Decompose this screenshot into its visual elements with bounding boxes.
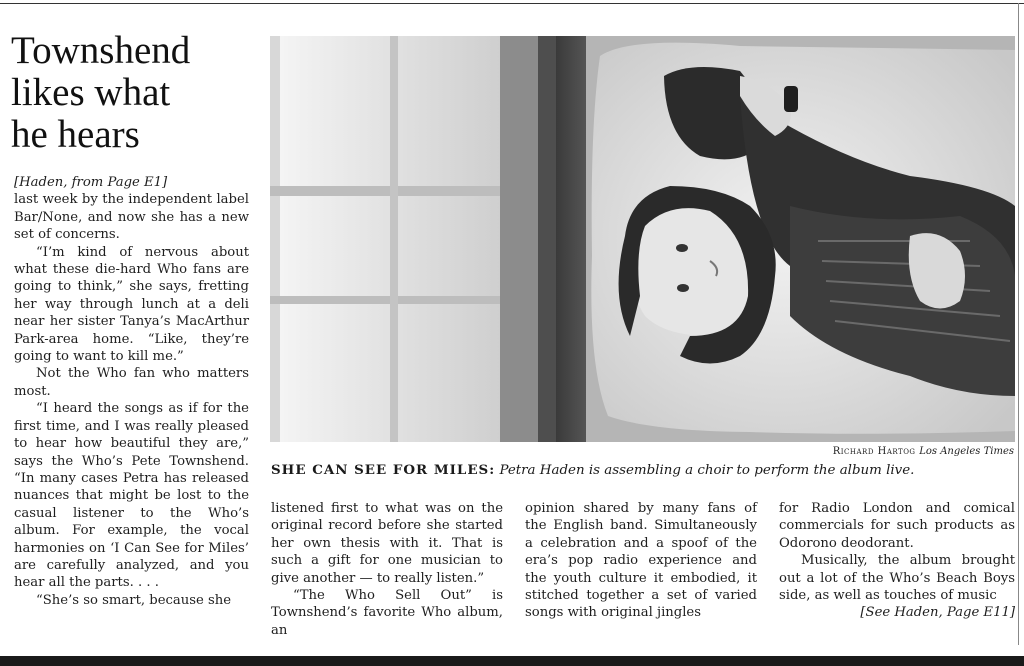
paragraph: opinion shared by many fans of the English band. Simultaneously a celebration and a spoof of the era’s pop radio experience and the youth culture it embodied, it stitched together a set of varied songs with original jingles [525, 501, 757, 621]
article-column-3 [525, 500, 757, 622]
photo-caption [271, 462, 1016, 478]
headline-line-2: likes what [11, 71, 171, 114]
paragraph: last week by the independent label Bar/None, and now she has a new set of concerns. [14, 192, 249, 243]
paragraph: “She’s so smart, because she [36, 592, 232, 608]
photo-credit [600, 446, 1014, 457]
photo-petra-haden [270, 36, 1015, 442]
article-column-2 [271, 500, 503, 639]
top-rule [0, 3, 1024, 4]
paragraph: “I heard the songs as if for the first time, and I was really pleased to hear how beautiful they are,” says the Who’s Pete Townshend. “In many cases Petra has released nuances that might be lost to the casual listener to the Who’s album. For example, the vocal harmonies on ‘I Can See for Miles’ are carefully analyzed, and you hear all the parts. . . . [14, 401, 249, 591]
paragraph: for Radio London and comical commercials for such products as Odorono deodorant. [779, 501, 1015, 551]
bottom-bar [0, 656, 1024, 666]
article-column-1 [14, 174, 249, 609]
paragraph: Musically, the album brought out a lot of the Who’s Beach Boys side, as well as touches of music [779, 553, 1015, 604]
caption-kicker: SHE CAN SEE FOR MILES: [271, 462, 496, 478]
paragraph: listened first to what was on the original record before she started her own thesis with it. That is such a gift for one musician to give another — to really listen.” [271, 501, 503, 586]
right-rule [1018, 3, 1019, 645]
jump-to-line: [See Haden, Page E11] [860, 605, 1015, 621]
headline [11, 30, 261, 156]
paragraph: “The Who Sell Out” is Townshend’s favorite Who album, an [271, 588, 503, 638]
headline-line-3: he hears [11, 113, 140, 156]
photographer-name: Richard Hartog [832, 446, 916, 457]
caption-text: Petra Haden is assembling a choir to perform the album live. [499, 463, 915, 478]
article-column-4 [779, 500, 1015, 622]
photo-image [270, 36, 1015, 442]
credit-publication: Los Angeles Times [919, 446, 1014, 457]
headline-line-1: Townshend [11, 29, 191, 72]
paragraph: Not the Who fan who matters most. [14, 366, 249, 399]
jump-from-line: [Haden, from Page E1] [14, 175, 168, 190]
paragraph: “I’m kind of nervous about what these die-hard Who fans are going to think,” she says, fretting her way through lunch at a deli near her sister Tanya’s MacArthur Park-area home. “Like, they’re going to want to kill me.” [14, 244, 249, 365]
